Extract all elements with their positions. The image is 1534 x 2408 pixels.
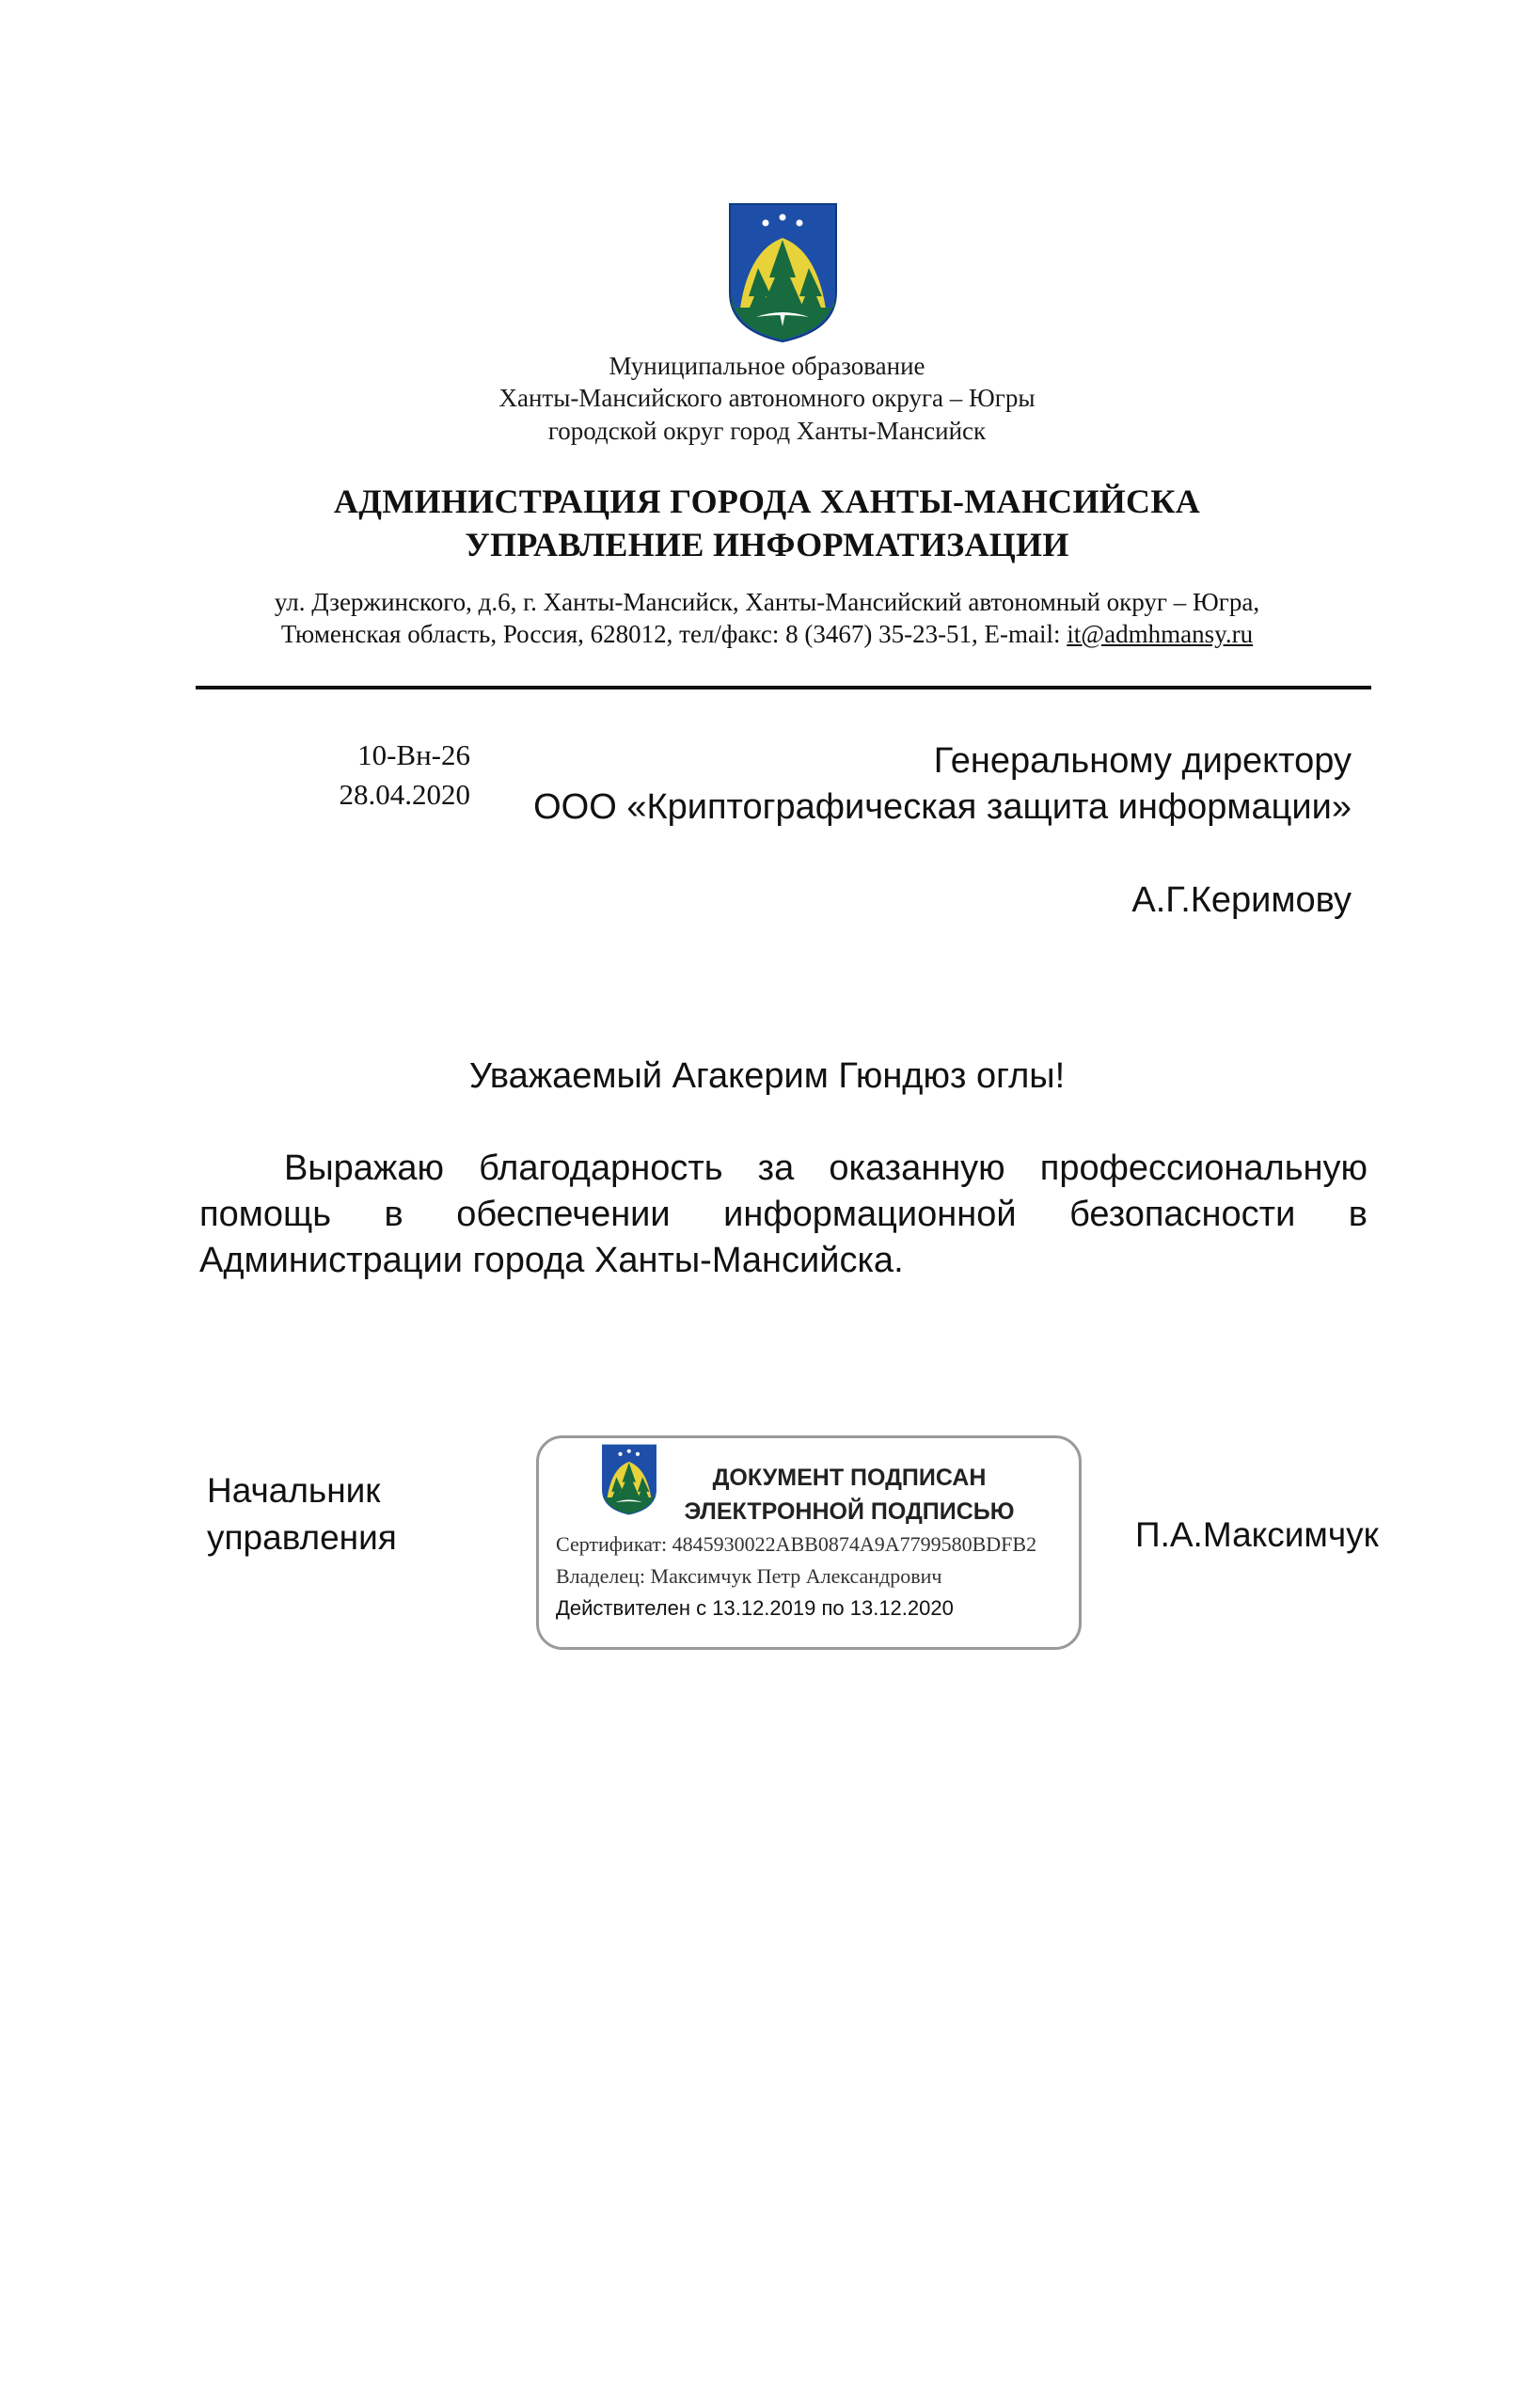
header-divider — [196, 686, 1371, 689]
email-link[interactable]: it@admhmansy.ru — [1067, 620, 1254, 648]
registration-number: 10-Вн-26 — [357, 738, 470, 771]
stamp-title-line-1: ДОКУМЕНТ ПОДПИСАН — [712, 1465, 987, 1491]
letter-greeting: Уважаемый Агакерим Гюндюз оглы! — [468, 1056, 1066, 1096]
letterhead-title-line-1: АДМИНИСТРАЦИЯ ГОРОДА ХАНТЫ-МАНСИЙСКА — [333, 483, 1201, 520]
address-line-1: ул. Дзержинского, д.6, г. Ханты-Мансийск, Ханты-Мансийский автономный округ – Югра, — [274, 588, 1260, 616]
letter-body: Выражаю благодарность за оказанную профессиональную помощь в обеспечении информационной безопасности в Администрации города Ханты-Мансийска. — [199, 1149, 1368, 1280]
recipient-position: Генеральному директору — [933, 741, 1352, 781]
address-line-2 — [0, 617, 1534, 651]
municipality-line-2: Ханты-Мансийского автономного округа – Югры — [498, 384, 1036, 412]
signatory-position-line-1: Начальник — [207, 1471, 381, 1510]
signatory-position-line-2: управления — [207, 1518, 397, 1557]
registration-date: 28.04.2020 — [339, 778, 470, 811]
municipality-line-3: городской округ город Ханты-Мансийск — [547, 417, 987, 445]
electronic-signature-stamp — [536, 1435, 1082, 1650]
address-line-2-text: Тюменская область, Россия, 628012, тел/факс: 8 (3467) 35-23-51, E-mail: — [280, 620, 1067, 648]
municipality-line-1: Муниципальное образование — [609, 352, 925, 380]
stamp-title-line-2: ЭЛЕКТРОННОЙ ПОДПИСЬЮ — [684, 1498, 1015, 1525]
coat-of-arms-icon — [728, 202, 838, 343]
stamp-certificate: Сертификат: 4845930022ABB0874A9A7799580BDFB2 — [556, 1532, 1037, 1556]
recipient-organization: ООО «Криптографическая защита информации» — [533, 787, 1352, 827]
signer-name: П.А.Максимчук — [1135, 1515, 1379, 1554]
stamp-coat-of-arms-icon — [601, 1442, 657, 1517]
recipient-name: А.Г.Керимову — [1131, 880, 1352, 920]
letterhead-title-line-2: УПРАВЛЕНИЕ ИНФОРМАТИЗАЦИИ — [465, 526, 1069, 563]
stamp-validity: Действителен с 13.12.2019 по 13.12.2020 — [556, 1596, 954, 1620]
stamp-owner: Владелец: Максимчук Петр Александрович — [556, 1564, 942, 1588]
